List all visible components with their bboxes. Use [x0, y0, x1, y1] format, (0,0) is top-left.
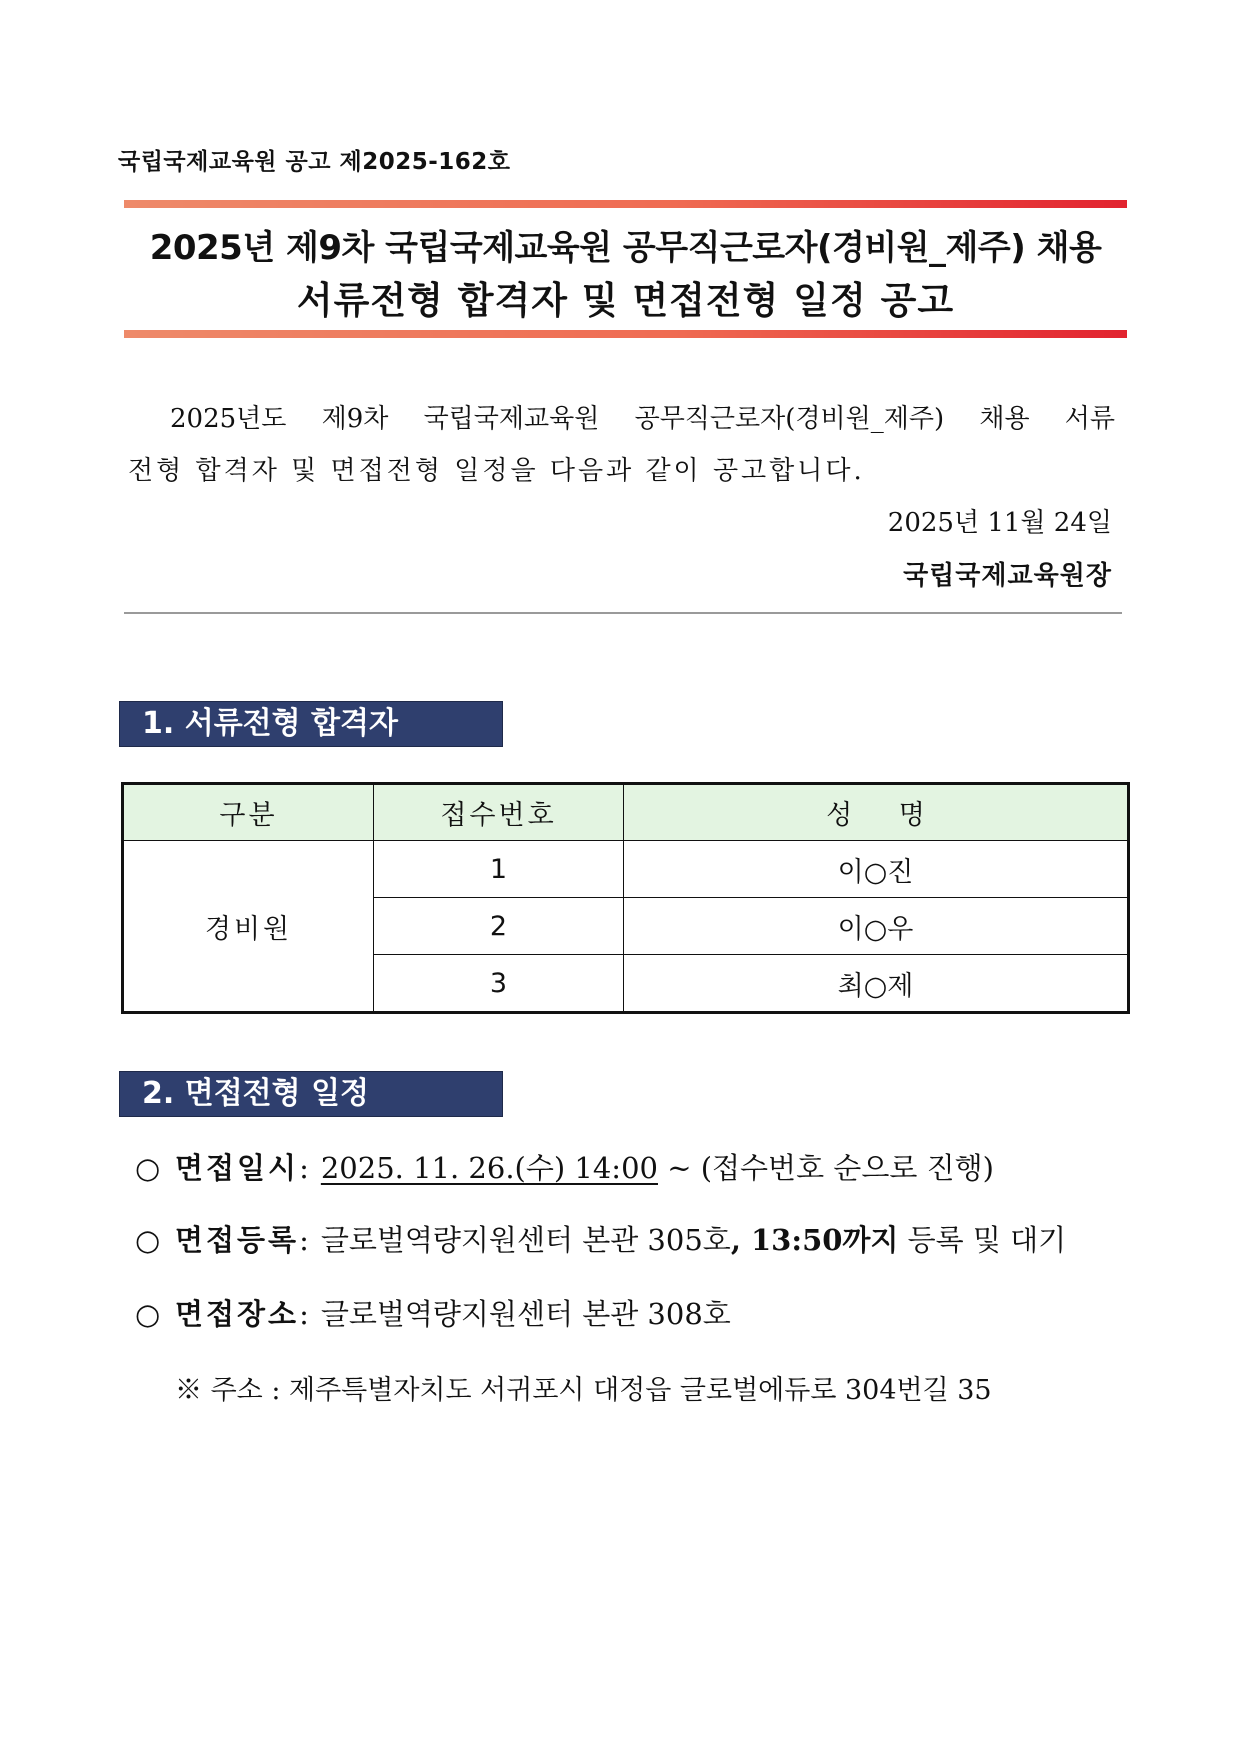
application-number-cell: 3 [374, 955, 624, 1013]
bullet-circle-icon: ○ [135, 1223, 161, 1257]
table-header-row [123, 784, 1129, 841]
issuer-name: 국립국제교육원장 [903, 561, 1112, 591]
interview-datetime-value: 2025. 11. 26.(수) 14:00 [320, 1151, 658, 1185]
notice-date: 2025년 11월 24일 [887, 508, 1112, 538]
interview-datetime-note: ~ (접수번호 순으로 진행) [657, 1151, 994, 1185]
interview-registration-place: 글로벌역량지원센터 본관 305호 [320, 1223, 731, 1257]
interview-venue-value: 글로벌역량지원센터 본관 308호 [320, 1297, 731, 1331]
intro-text-line-2: 전형 합격자 및 면접전형 일정을 다음과 같이 공고합니다. [128, 456, 865, 486]
document-title-line-2: 서류전형 합격자 및 면접전형 일정 공고 [296, 279, 955, 322]
title-bottom-rule [124, 330, 1127, 338]
header-name [624, 784, 1129, 841]
application-number-cell: 1 [374, 841, 624, 898]
interview-registration-label: 면접등록 [175, 1223, 300, 1257]
name-cell: 이○우 [624, 898, 1129, 955]
table-row [123, 841, 1129, 898]
bullet-circle-icon: ○ [135, 1297, 161, 1331]
title-top-rule [124, 200, 1127, 208]
header-category: 구분 [123, 784, 374, 841]
section-2-heading: 2. 면접전형 일정 [119, 1071, 503, 1117]
category-cell: 경비원 [123, 841, 374, 1013]
intro-text-line-1: 2025년도 제9차 국립국제교육원 공무직근로자(경비원_제주) 채용 서류 [170, 404, 1115, 434]
header-application-number: 접수번호 [374, 784, 624, 841]
header-name-text: 성 명 [826, 800, 925, 831]
venue-address: ※ 주소 : 제주특별자치도 서귀포시 대정읍 글로벌에듀로 304번길 35 [175, 1375, 992, 1406]
notice-number: 국립국제교육원 공고 제2025-162호 [118, 149, 511, 175]
interview-venue-label: 면접장소 [175, 1297, 300, 1331]
interview-datetime-item: ○ 면접일시: 2025. 11. 26.(수) 14:00 ~ (접수번호 순으로 진행) [135, 1151, 994, 1185]
interview-registration-note: 등록 및 대기 [898, 1223, 1067, 1257]
section-1-heading: 1. 서류전형 합격자 [119, 701, 503, 747]
results-table [121, 782, 1130, 1014]
document-title-line-1: 2025년 제9차 국립국제교육원 공무직근로자(경비원_제주) 채용 [149, 228, 1102, 268]
interview-registration-item: ○ 면접등록: 글로벌역량지원센터 본관 305호, 13:50까지 등록 및 대기 [135, 1223, 1067, 1257]
name-cell: 최○제 [624, 955, 1129, 1013]
interview-datetime-label: 면접일시 [175, 1151, 300, 1185]
section-divider [124, 612, 1122, 614]
application-number-cell: 2 [374, 898, 624, 955]
bullet-circle-icon: ○ [135, 1151, 161, 1185]
name-cell: 이○진 [624, 841, 1129, 898]
interview-registration-time: , 13:50까지 [730, 1223, 899, 1257]
interview-venue-item: ○ 면접장소: 글로벌역량지원센터 본관 308호 [135, 1297, 731, 1331]
